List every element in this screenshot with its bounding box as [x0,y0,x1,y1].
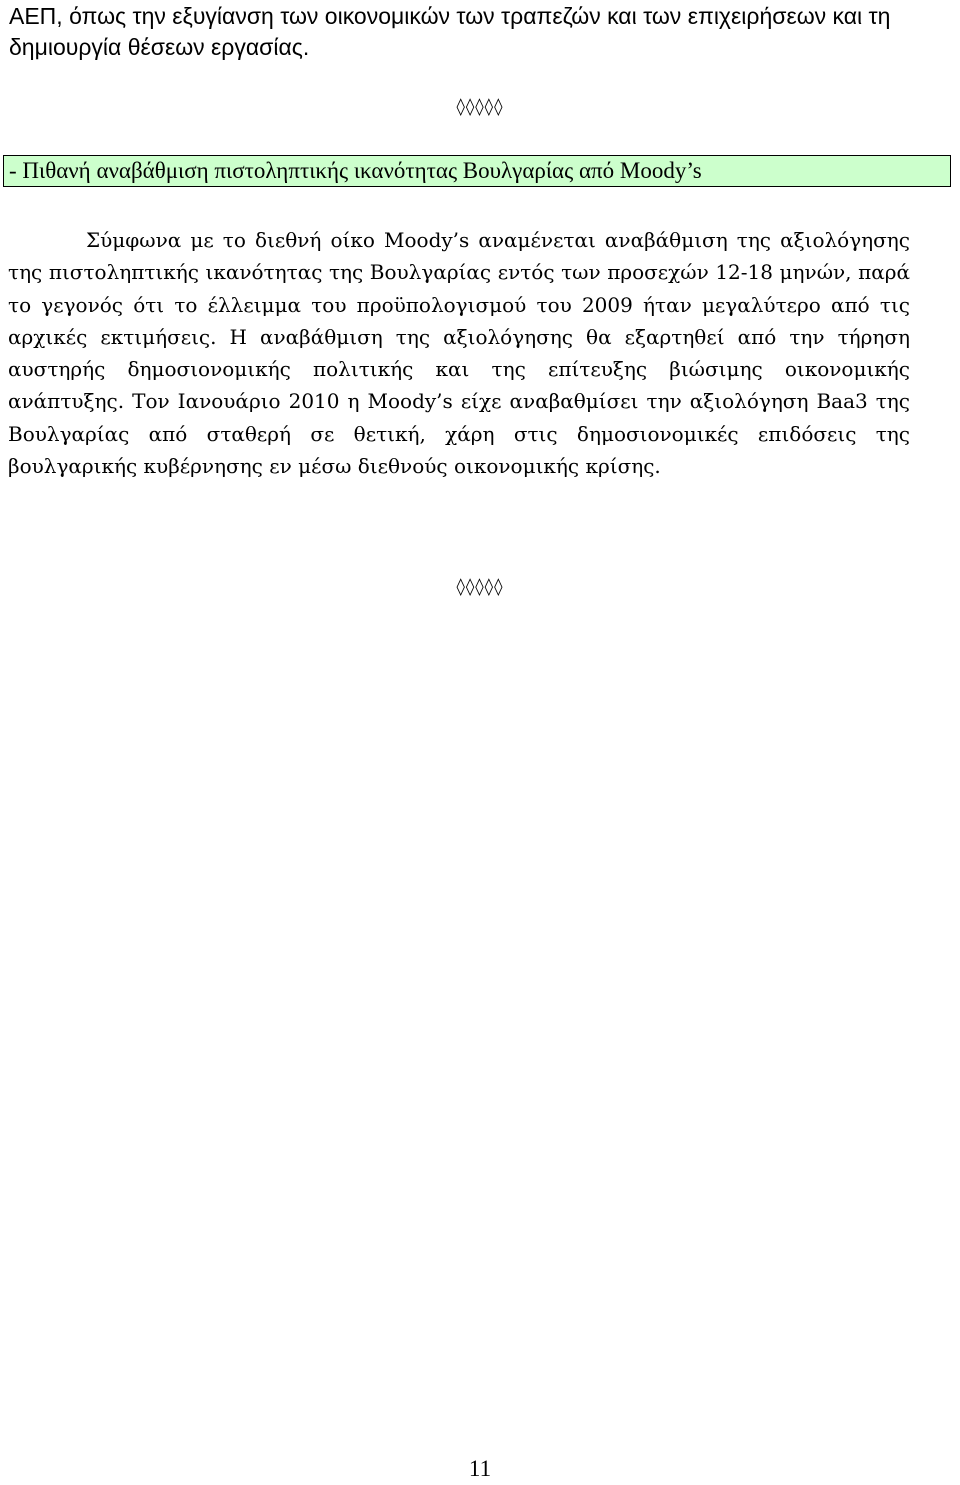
section-separator-bottom: ◊◊◊◊◊ [456,577,504,597]
intro-paragraph: ΑΕΠ, όπως την εξυγίανση των οικονομικών των τραπεζών και των επιχειρήσεων και τη δημιουργία θέσεων εργασίας. [9,3,891,60]
article-body: Σύμφωνα με το διεθνή οίκο Moody’s αναμένεται αναβάθμιση της αξιολόγησης της πιστοληπτικής ικανότητας της Βουλγαρίας εντός των προσεχών 12-18 μηνών, παρά το γεγονός ότι το έλλειμμα του προϋπολογισμού του 2009 ήταν μεγαλύτερο από τις αρχικές εκτιμήσεις. Η αναβάθμιση της αξιολόγησης θα εξαρτηθεί από την τήρηση αυστηρής δημοσιονομικής πολιτικής και της επίτευξης βιώσιμης οικονομικής ανάπτυξης. Τον Ιανουάριο 2010 η Moody’s είχε αναβαθμίσει την αξιολόγηση Baa3 της Βουλγαρίας από σταθερή σε θετική, χάρη στις δημοσιονομικές επιδόσεις της βουλγαρικής κυβέρνησης εν μέσω διεθνούς οικονομικής κρίσης. [8,228,910,479]
page-number: 11 [468,1456,492,1481]
section-separator-top: ◊◊◊◊◊ [456,97,504,117]
article-headline: - Πιθανή αναβάθμιση πιστοληπτικής ικανότητας Βουλγαρίας από Moody’s [3,155,951,187]
